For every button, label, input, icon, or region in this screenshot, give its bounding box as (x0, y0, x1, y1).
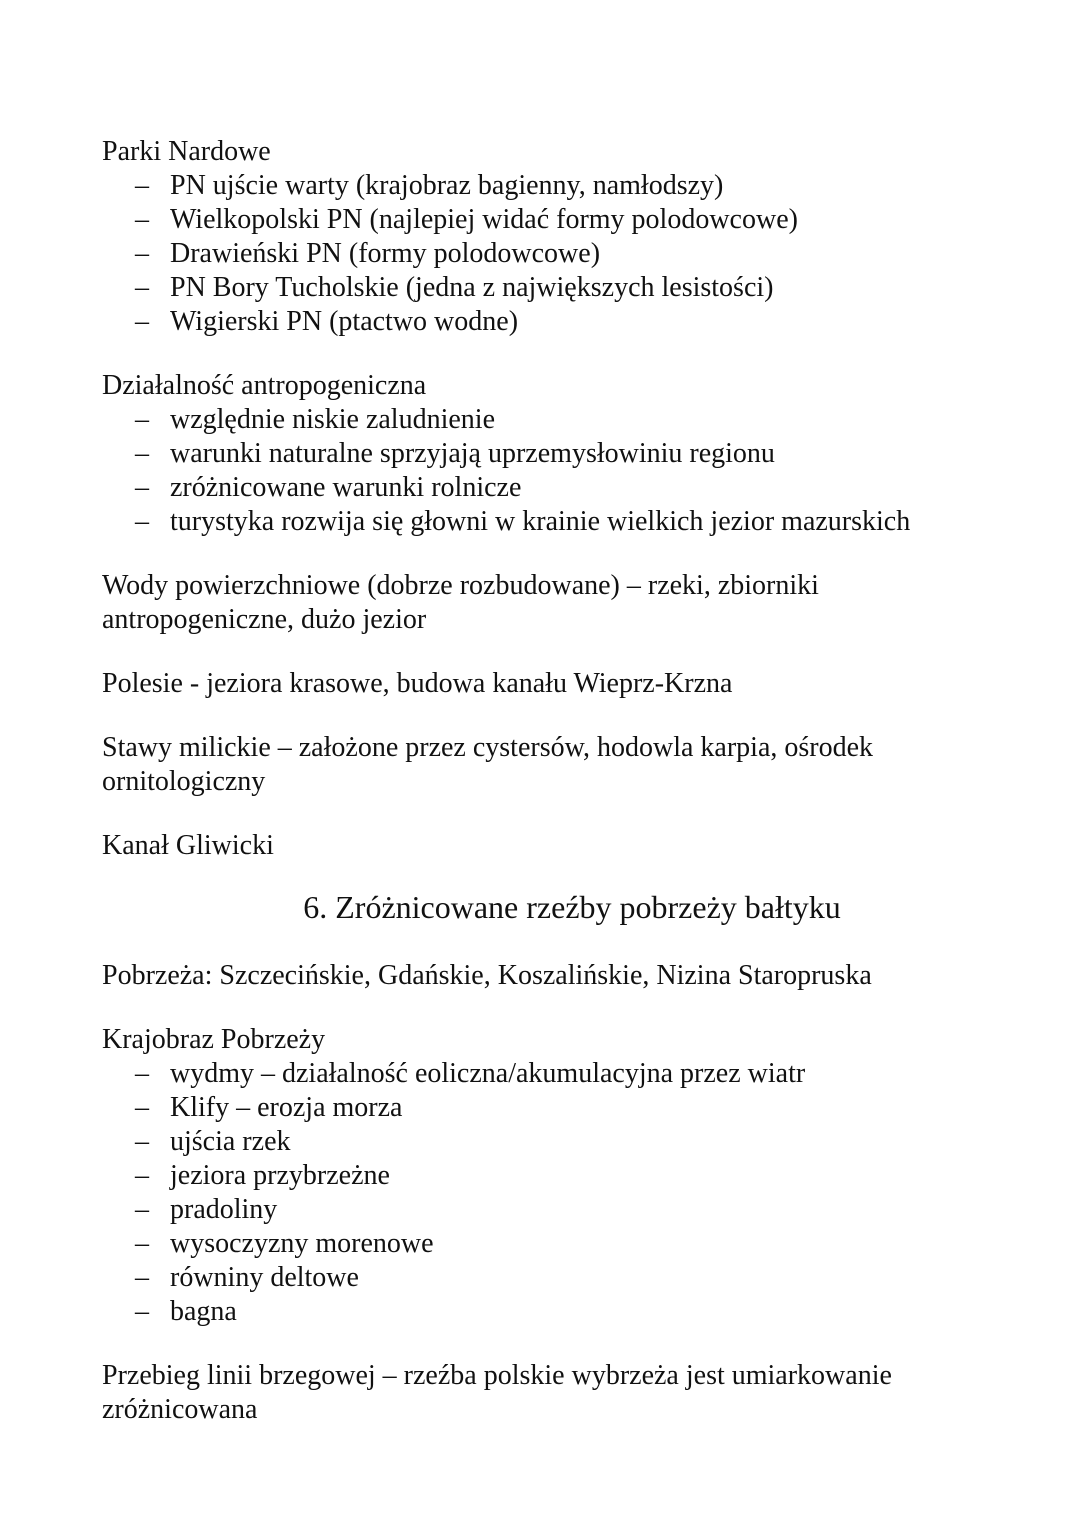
list-dash-marker: – (135, 1296, 149, 1327)
section-heading: Krajobraz Pobrzeży (102, 1024, 326, 1055)
list-item-text: PN ujście warty (krajobraz bagienny, namłodszy) (170, 170, 724, 201)
list-dash-marker: – (135, 438, 149, 469)
list-dash-marker: – (135, 1160, 149, 1191)
list-item-text: wysoczyzny morenowe (170, 1228, 434, 1259)
list-dash-marker: – (135, 170, 149, 201)
list-item (135, 305, 980, 339)
paragraph-line: Stawy milickie – założone przez cystersów, hodowla karpia, ośrodek (102, 732, 874, 763)
list-item (135, 1091, 980, 1125)
list-item (135, 1057, 980, 1091)
list-item-text: wydmy – działalność eoliczna/akumulacyjna przez wiatr (170, 1058, 806, 1089)
list-item-text: Drawieński PN (formy polodowcowe) (170, 238, 601, 269)
paragraph-line: Polesie - jeziora krasowe, budowa kanału Wieprz-Krzna (102, 668, 733, 699)
list-item-text: Wielkopolski PN (najlepiej widać formy polodowcowe) (170, 204, 798, 235)
section-parki-narodowe (102, 135, 980, 339)
list-item (135, 505, 980, 539)
list-item-text: warunki naturalne sprzyjają uprzemysłowiniu regionu (170, 438, 775, 469)
list-item-text: Wigierski PN (ptactwo wodne) (170, 306, 519, 337)
section-heading: Działalność antropogeniczna (102, 370, 427, 401)
paragraph-line: Przebieg linii brzegowej – rzeźba polskie wybrzeża jest umiarkowanie (102, 1360, 892, 1391)
list-item-text: PN Bory Tucholskie (jedna z największych lesistości) (170, 272, 774, 303)
bullet-list (102, 169, 980, 339)
section-dzialalnosc-antropogeniczna (102, 369, 980, 539)
list-dash-marker: – (135, 506, 149, 537)
bullet-list (102, 403, 980, 539)
list-item-text: turystyka rozwija się głowni w krainie wielkich jezior mazurskich (170, 506, 911, 537)
list-dash-marker: – (135, 1262, 149, 1293)
list-item (135, 437, 980, 471)
paragraph-line: ornitologiczny (102, 766, 266, 797)
list-item-text: względnie niskie zaludnienie (170, 404, 495, 435)
list-dash-marker: – (135, 1092, 149, 1123)
list-dash-marker: – (135, 306, 149, 337)
list-item (135, 403, 980, 437)
list-item (135, 471, 980, 505)
list-item (135, 1125, 980, 1159)
list-item-text: jeziora przybrzeżne (170, 1160, 390, 1191)
list-item-text: równiny deltowe (170, 1262, 359, 1293)
list-item (135, 271, 980, 305)
paragraph-line: Wody powierzchniowe (dobrze rozbudowane) – rzeki, zbiorniki (102, 570, 819, 601)
list-dash-marker: – (135, 404, 149, 435)
chapter-heading: 6. Zróżnicowane rzeźby pobrzeży bałtyku (303, 889, 841, 925)
section-pobrzeza (102, 959, 980, 993)
section-heading: Parki Nardowe (102, 136, 271, 167)
list-dash-marker: – (135, 1058, 149, 1089)
list-dash-marker: – (135, 204, 149, 235)
section-kanal-gliwicki (102, 829, 980, 863)
paragraph-line: antropogeniczne, dużo jezior (102, 604, 427, 635)
list-item (135, 237, 980, 271)
list-dash-marker: – (135, 1228, 149, 1259)
list-dash-marker: – (135, 1194, 149, 1225)
paragraph-line: Pobrzeża: Szczecińskie, Gdańskie, Koszalińskie, Nizina Staropruska (102, 960, 872, 991)
section-polesie (102, 667, 980, 701)
list-item (135, 1227, 980, 1261)
list-item (135, 1159, 980, 1193)
list-item-text: ujścia rzek (170, 1126, 291, 1157)
list-item-text: bagna (170, 1296, 237, 1327)
section-krajobraz-pobrzezy (102, 1023, 980, 1329)
bullet-list (102, 1057, 980, 1329)
list-dash-marker: – (135, 1126, 149, 1157)
list-item-text: zróżnicowane warunki rolnicze (170, 472, 522, 503)
list-dash-marker: – (135, 472, 149, 503)
section-przebieg-linii (102, 1359, 980, 1427)
list-item (135, 1261, 980, 1295)
list-item (135, 203, 980, 237)
list-item (135, 1193, 980, 1227)
list-item-text: Klify – erozja morza (170, 1092, 403, 1123)
list-dash-marker: – (135, 238, 149, 269)
section-wody-powierzchniowe (102, 569, 980, 637)
paragraph-line: Kanał Gliwicki (102, 830, 274, 861)
list-item (135, 1295, 980, 1329)
section-stawy-milickie (102, 731, 980, 799)
list-dash-marker: – (135, 272, 149, 303)
list-item (135, 169, 980, 203)
paragraph-line: zróżnicowana (102, 1394, 258, 1425)
list-item-text: pradoliny (170, 1194, 278, 1225)
